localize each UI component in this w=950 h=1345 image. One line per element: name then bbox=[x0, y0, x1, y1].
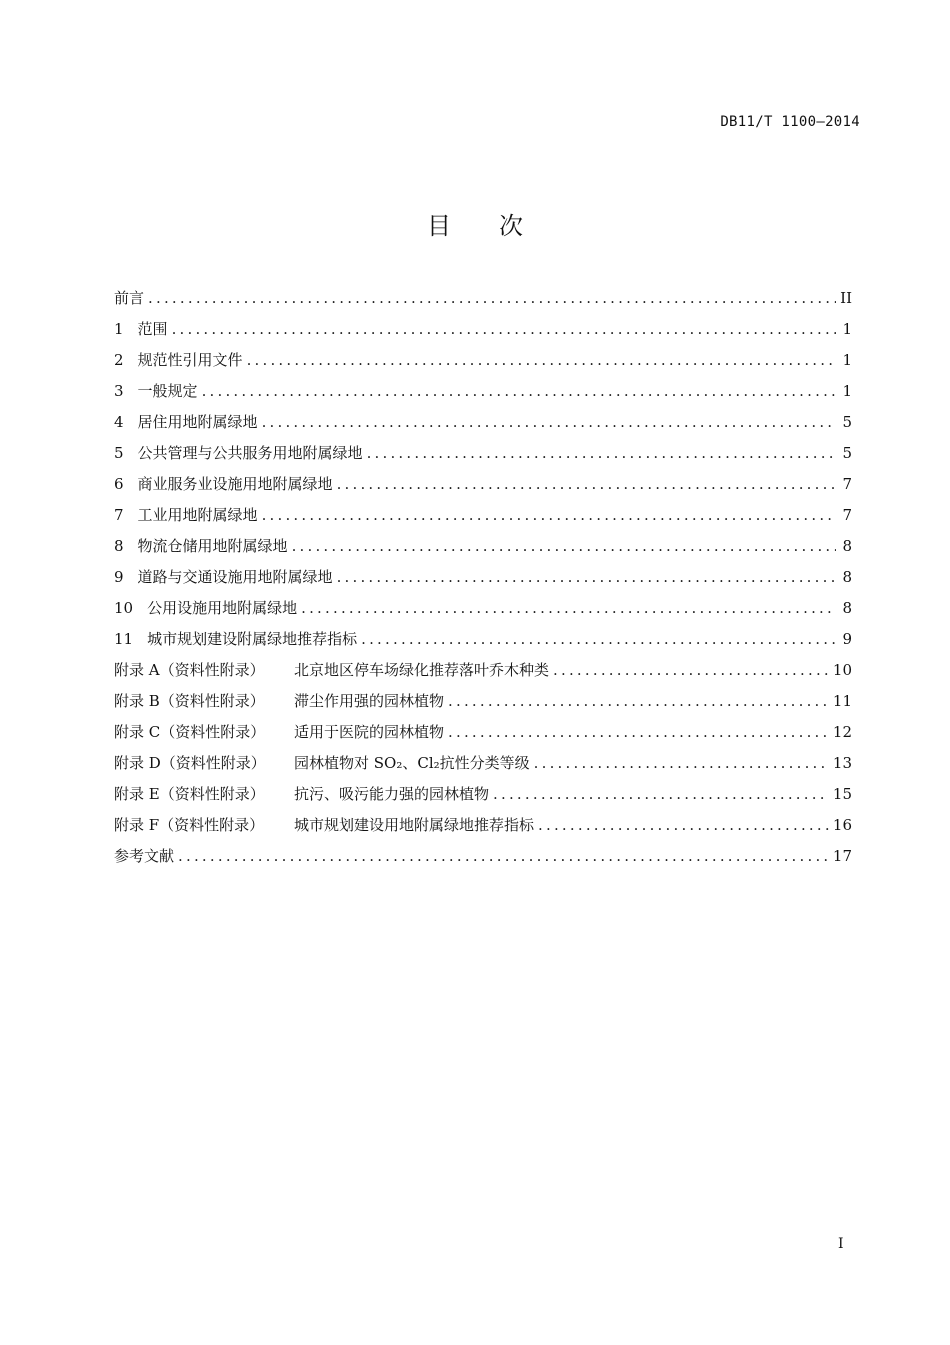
toc-leader-dots bbox=[553, 655, 829, 686]
toc-entry-appendix: 附录 B（资料性附录） bbox=[114, 692, 265, 710]
toc-entry-label: 前言 bbox=[114, 289, 145, 307]
toc-entry-page: 13 bbox=[832, 754, 852, 772]
toc-entry-appendix: 附录 C（资料性附录） bbox=[114, 723, 266, 741]
toc-entry-label: 城市规划建设用地附属绿地推荐指标 bbox=[294, 816, 535, 834]
toc-entry[interactable] bbox=[114, 314, 852, 345]
toc-entry-appendix: 附录 D（资料性附录） bbox=[114, 754, 266, 772]
toc-entry-label: 居住用地附属绿地 bbox=[137, 413, 258, 431]
toc-entry-page: 10 bbox=[832, 661, 852, 679]
toc-entry[interactable] bbox=[114, 717, 852, 748]
toc-entry-label: 园林植物对 SO₂、Cl₂抗性分类等级 bbox=[294, 754, 530, 772]
toc-entry-number: 2 bbox=[114, 351, 124, 369]
toc-entry-number: 10 bbox=[114, 599, 134, 617]
toc-entry-number: 3 bbox=[114, 382, 124, 400]
toc-entry-page: 1 bbox=[842, 382, 852, 400]
toc-entry-page: 12 bbox=[832, 723, 852, 741]
toc-entry[interactable] bbox=[114, 531, 852, 562]
toc-leader-dots bbox=[247, 345, 836, 376]
toc-entry[interactable] bbox=[114, 438, 852, 469]
toc-leader-dots bbox=[337, 469, 836, 500]
toc-leader-dots bbox=[148, 283, 836, 314]
toc-leader-dots bbox=[178, 841, 829, 872]
toc-entry-label: 一般规定 bbox=[137, 382, 198, 400]
toc-leader-dots bbox=[361, 624, 836, 655]
toc-entry-number: 9 bbox=[114, 568, 124, 586]
toc-entry-page: 9 bbox=[842, 630, 852, 648]
toc-entry-label: 范围 bbox=[137, 320, 168, 338]
toc-entry-page: 1 bbox=[842, 320, 852, 338]
toc-entry-number: 8 bbox=[114, 537, 124, 555]
toc-leader-dots bbox=[262, 407, 836, 438]
toc-entry[interactable] bbox=[114, 841, 852, 872]
toc-entry-label: 参考文献 bbox=[114, 847, 175, 865]
toc-leader-dots bbox=[172, 314, 836, 345]
toc-entry[interactable] bbox=[114, 779, 852, 810]
toc-entry[interactable] bbox=[114, 810, 852, 841]
toc-leader-dots bbox=[367, 438, 836, 469]
toc-entry-appendix: 附录 F（资料性附录） bbox=[114, 816, 265, 834]
toc-leader-dots bbox=[301, 593, 836, 624]
toc-entry-page: 5 bbox=[842, 444, 852, 462]
toc-entry-label: 公用设施用地附属绿地 bbox=[147, 599, 298, 617]
page-title: 目次 bbox=[427, 212, 571, 240]
toc-entry-page: 16 bbox=[832, 816, 852, 834]
toc-leader-dots bbox=[534, 748, 829, 779]
toc-entry-label: 商业服务业设施用地附属绿地 bbox=[137, 475, 333, 493]
toc-entry[interactable] bbox=[114, 562, 852, 593]
toc-entry-page: 15 bbox=[832, 785, 852, 803]
toc-entry-label: 适用于医院的园林植物 bbox=[294, 723, 445, 741]
toc-entry[interactable] bbox=[114, 624, 852, 655]
toc-entry-label: 城市规划建设附属绿地推荐指标 bbox=[147, 630, 358, 648]
toc-entry[interactable] bbox=[114, 686, 852, 717]
toc-entry[interactable] bbox=[114, 469, 852, 500]
toc-entry-number: 7 bbox=[114, 506, 124, 524]
toc-leader-dots bbox=[448, 717, 829, 748]
toc-leader-dots bbox=[493, 779, 829, 810]
toc-entry-label: 道路与交通设施用地附属绿地 bbox=[137, 568, 333, 586]
toc-entry-number: 4 bbox=[114, 413, 124, 431]
toc-entry-number: 5 bbox=[114, 444, 124, 462]
toc-entry-number: 11 bbox=[114, 630, 134, 648]
toc-leader-dots bbox=[448, 686, 829, 717]
toc-entry-number: 1 bbox=[114, 320, 124, 338]
toc-entry-page: II bbox=[840, 289, 852, 307]
toc-entry-page: 1 bbox=[842, 351, 852, 369]
toc-entry-page: 8 bbox=[842, 599, 852, 617]
table-of-contents bbox=[114, 283, 852, 872]
toc-entry-label: 北京地区停车场绿化推荐落叶乔木种类 bbox=[294, 661, 550, 679]
toc-entry-label: 工业用地附属绿地 bbox=[137, 506, 258, 524]
toc-entry[interactable] bbox=[114, 593, 852, 624]
toc-entry[interactable] bbox=[114, 655, 852, 686]
toc-entry-label: 物流仓储用地附属绿地 bbox=[137, 537, 288, 555]
toc-entry[interactable] bbox=[114, 407, 852, 438]
toc-entry-label: 抗污、吸污能力强的园林植物 bbox=[294, 785, 490, 803]
toc-leader-dots bbox=[538, 810, 829, 841]
toc-entry-page: 7 bbox=[842, 506, 852, 524]
toc-leader-dots bbox=[292, 531, 836, 562]
toc-entry-page: 5 bbox=[842, 413, 852, 431]
toc-entry-page: 17 bbox=[832, 847, 852, 865]
toc-leader-dots bbox=[202, 376, 836, 407]
toc-entry[interactable] bbox=[114, 345, 852, 376]
toc-leader-dots bbox=[337, 562, 836, 593]
toc-entry[interactable] bbox=[114, 748, 852, 779]
toc-entry-number: 6 bbox=[114, 475, 124, 493]
toc-entry-label: 滞尘作用强的园林植物 bbox=[294, 692, 445, 710]
toc-entry-page: 8 bbox=[842, 568, 852, 586]
toc-entry-label: 规范性引用文件 bbox=[137, 351, 243, 369]
toc-entry-page: 7 bbox=[842, 475, 852, 493]
toc-leader-dots bbox=[262, 500, 836, 531]
toc-entry-page: 8 bbox=[842, 537, 852, 555]
toc-entry-label: 公共管理与公共服务用地附属绿地 bbox=[137, 444, 363, 462]
toc-entry-appendix: 附录 A（资料性附录） bbox=[114, 661, 265, 679]
toc-entry-appendix: 附录 E（资料性附录） bbox=[114, 785, 265, 803]
page-number: I bbox=[838, 1236, 844, 1252]
toc-entry[interactable] bbox=[114, 283, 852, 314]
toc-entry-page: 11 bbox=[832, 692, 852, 710]
toc-entry[interactable] bbox=[114, 376, 852, 407]
toc-entry[interactable] bbox=[114, 500, 852, 531]
document-code: DB11/T 1100—2014 bbox=[720, 114, 860, 130]
